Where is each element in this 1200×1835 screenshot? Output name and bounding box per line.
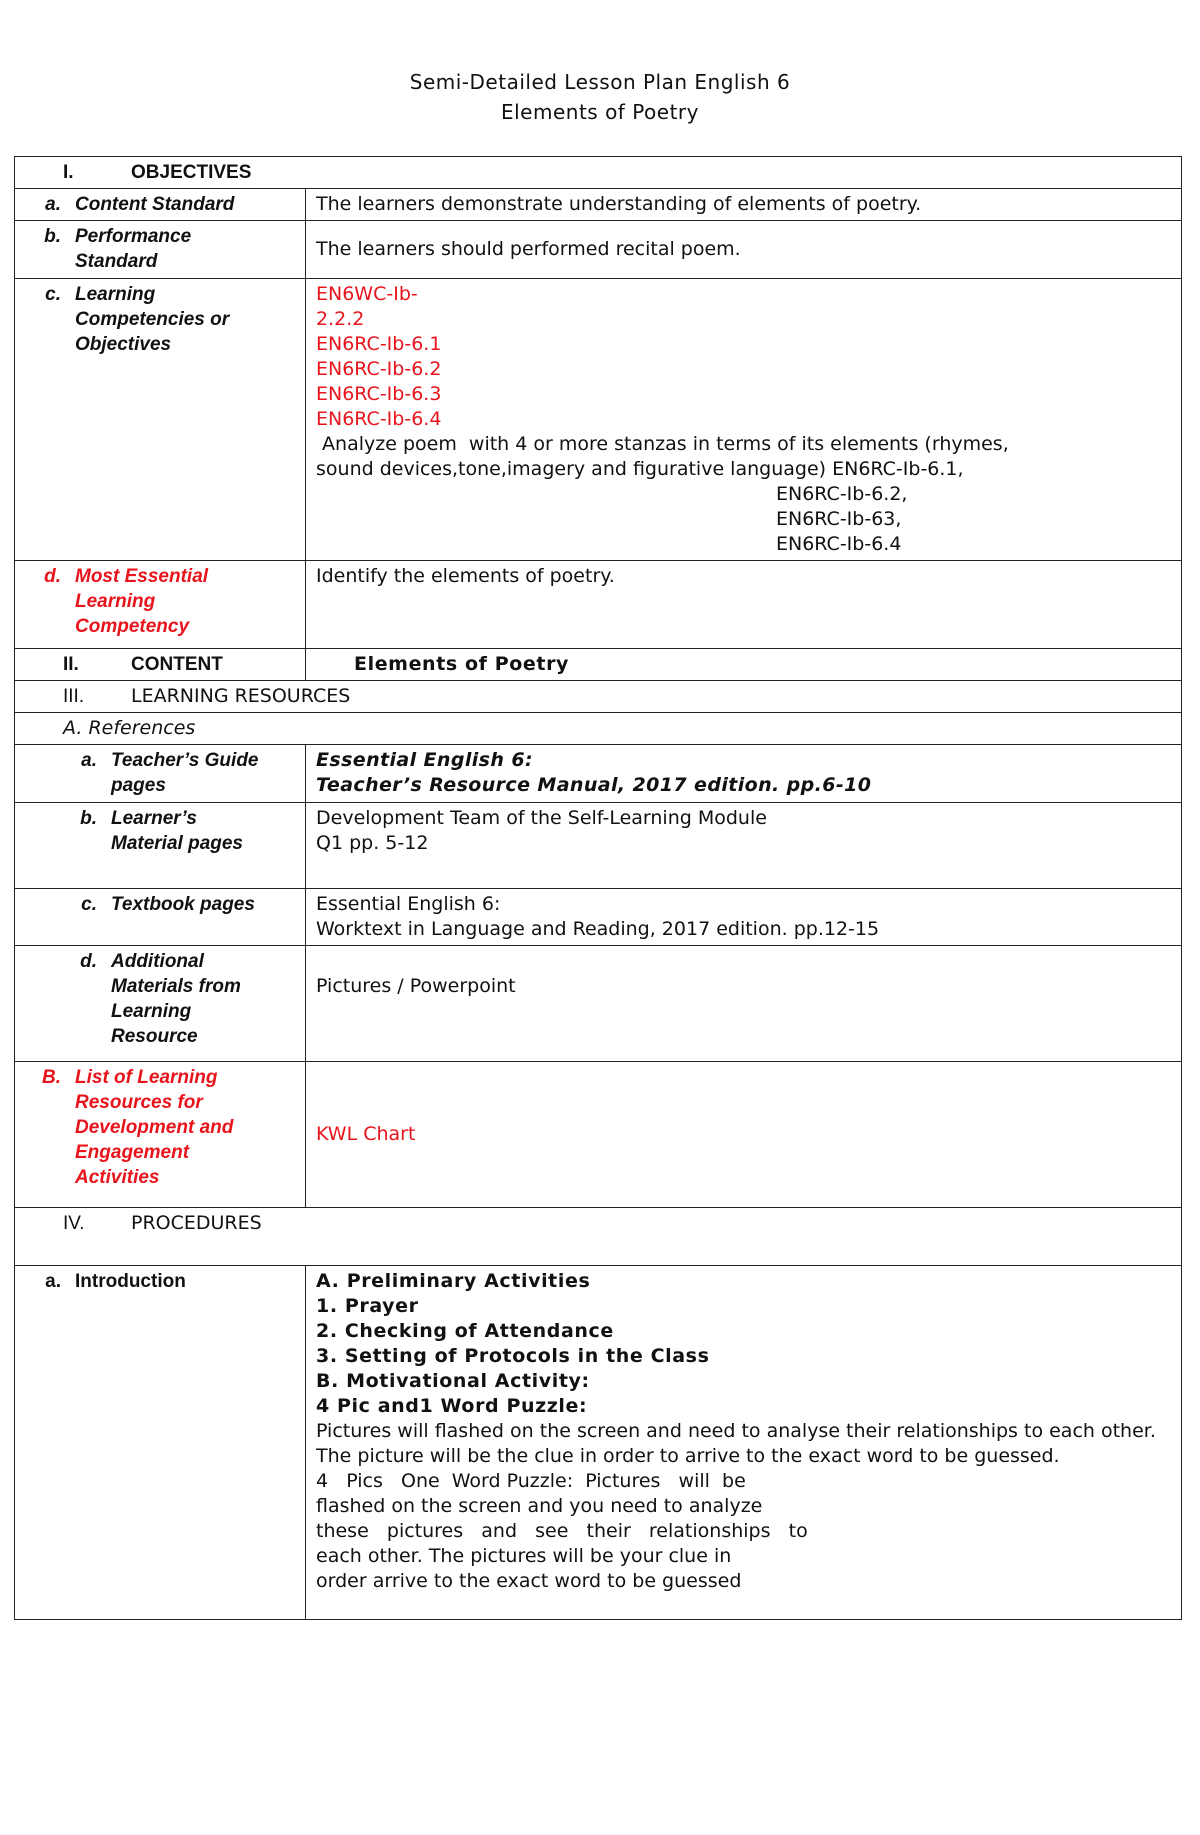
- document-header: [0, 67, 1200, 127]
- intro-item: 4 Pic and1 Word Puzzle:: [316, 1395, 588, 1417]
- table-row: [15, 1266, 1182, 1620]
- row-label: b. Performance Standard: [15, 221, 306, 279]
- section-number: III.: [63, 686, 85, 707]
- textbook-value: Essential English 6: Worktext in Language and Reading, 2017 edition. pp.12-15: [306, 889, 1182, 946]
- table-row: [15, 803, 1182, 889]
- section-row-resources: [15, 681, 1182, 713]
- section-number: I.: [63, 162, 74, 183]
- label-introduction: Introduction: [75, 1271, 186, 1292]
- label-list-resources: List of Learning Resources for Development and Engagement Activities: [75, 1067, 234, 1188]
- label-teachers-guide: Teacher’s Guide pages: [111, 750, 259, 796]
- teachers-guide-value: Essential English 6: Teacher’s Resource Manual, 2017 edition. pp.6-10: [306, 745, 1182, 803]
- table-row: [15, 561, 1182, 649]
- table-row: [15, 1062, 1182, 1208]
- label-textbook: Textbook pages: [111, 894, 255, 915]
- section-row-content: [15, 649, 1182, 681]
- row-label: b. Learner’s Material pages: [15, 803, 306, 889]
- label-content-standard: Content Standard: [75, 194, 235, 215]
- references-mark: A.: [63, 717, 83, 739]
- content-value: Elements of Poetry: [306, 649, 1182, 681]
- row-label: B. List of Learning Resources for Development and Engagement Activities: [15, 1062, 306, 1208]
- competency-code: EN6RC-Ib-6.1: [316, 333, 442, 355]
- label-melc: Most Essential Learning Competency: [75, 566, 209, 637]
- section-title-content: CONTENT: [131, 654, 223, 675]
- table-row: [15, 745, 1182, 803]
- competency-extra-code: EN6RC-Ib-6.2,: [776, 483, 908, 505]
- section-title-objectives: OBJECTIVES: [131, 162, 252, 183]
- references-heading: References: [88, 717, 196, 739]
- row-label: a. Introduction: [15, 1266, 306, 1620]
- competency-extra-code: EN6RC-Ib-6.4: [776, 533, 902, 555]
- list-resources-value: KWL Chart: [306, 1062, 1182, 1208]
- melc-value: Identify the elements of poetry.: [306, 561, 1182, 649]
- table-row: [15, 946, 1182, 1062]
- document-subtitle: Elements of Poetry: [500, 100, 699, 124]
- table-row: [15, 889, 1182, 946]
- intro-paragraph-2: 4 Pics One Word Puzzle: Pictures will be flashed on the screen and you need to analyze these pictures and see their relationships to each other. The pictures will be your clue in order arrive to the exact word to be guessed: [316, 1470, 808, 1592]
- section-title-resources: LEARNING RESOURCES: [131, 685, 351, 707]
- content-standard-value: The learners demonstrate understanding of elements of poetry.: [306, 189, 1182, 221]
- section-number: IV.: [63, 1213, 85, 1234]
- section-number: II.: [63, 654, 79, 675]
- row-label: c. Learning Competencies or Objectives: [15, 279, 306, 561]
- label-learners-material: Learner’s Material pages: [111, 808, 243, 854]
- section-title-procedures: PROCEDURES: [131, 1212, 262, 1234]
- performance-standard-value: The learners should performed recital poem.: [306, 221, 1182, 279]
- label-competencies: Learning Competencies or Objectives: [75, 284, 230, 355]
- competency-text: Analyze poem with 4 or more stanzas in terms of its elements (rhymes,: [316, 433, 1009, 455]
- competency-extra-code: EN6RC-Ib-63,: [776, 508, 902, 530]
- label-performance-standard: Performance Standard: [75, 226, 192, 272]
- competency-code: EN6RC-Ib-6.4: [316, 408, 442, 430]
- document-title: Semi-Detailed Lesson Plan English 6: [409, 70, 791, 94]
- section-row-procedures: [15, 1208, 1182, 1266]
- row-label: c. Textbook pages: [15, 889, 306, 946]
- intro-item: A. Preliminary Activities: [316, 1270, 591, 1292]
- row-label: a. Content Standard: [15, 189, 306, 221]
- row-label: d. Additional Materials from Learning Resource: [15, 946, 306, 1062]
- competency-code: EN6WC-Ib-: [316, 283, 418, 305]
- section-row-objectives: [15, 157, 1182, 189]
- row-label: d. Most Essential Learning Competency: [15, 561, 306, 649]
- competency-text: sound devices,tone,imagery and figurative language) EN6RC-Ib-6.1,: [316, 458, 964, 480]
- competencies-value: [306, 279, 1182, 561]
- competency-code: EN6RC-Ib-6.3: [316, 383, 442, 405]
- introduction-value: [306, 1266, 1182, 1620]
- additional-materials-value: Pictures / Powerpoint: [306, 946, 1182, 1062]
- lesson-plan-table: [14, 156, 1182, 1620]
- row-label: a. Teacher’s Guide pages: [15, 745, 306, 803]
- competency-code: EN6RC-Ib-6.2: [316, 358, 442, 380]
- intro-item: B. Motivational Activity:: [316, 1370, 590, 1392]
- intro-item: 3. Setting of Protocols in the Class: [316, 1345, 710, 1367]
- intro-item: 1. Prayer: [316, 1295, 419, 1317]
- intro-item: 2. Checking of Attendance: [316, 1320, 614, 1342]
- learners-material-value: Development Team of the Self-Learning Module Q1 pp. 5-12: [306, 803, 1182, 889]
- competency-code: 2.2.2: [316, 308, 365, 330]
- table-row: [15, 279, 1182, 561]
- table-row: [15, 713, 1182, 745]
- table-row: [15, 221, 1182, 279]
- intro-paragraph: Pictures will flashed on the screen and need to analyse their relationships to each other. The picture will be the clue in order to arrive to the exact word to be guessed.: [316, 1420, 1156, 1467]
- table-row: [15, 189, 1182, 221]
- label-additional-materials: Additional Materials from Learning Resource: [111, 951, 241, 1047]
